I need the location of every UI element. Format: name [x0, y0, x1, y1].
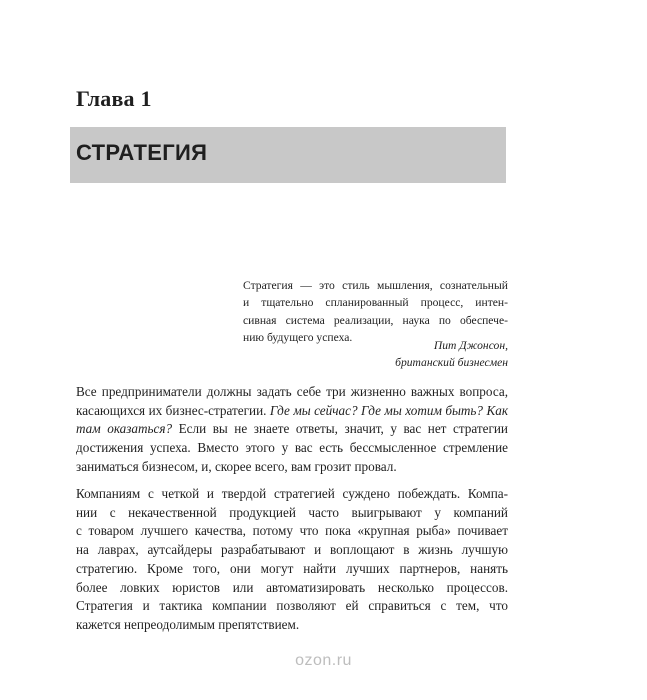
paragraph-line: [76, 420, 508, 439]
paragraph-text: касающихся их бизнес-стратегии.: [76, 402, 270, 418]
paragraph-line: Компаниям с четкой и твердой стратегией суждено побеждать. Компа-: [76, 486, 508, 501]
epigraph-author: Пит Джонсон,: [433, 339, 508, 352]
chapter-title: СТРАТЕГИЯ: [76, 140, 208, 165]
epigraph-line: Стратегия — это стиль мышления, сознательный: [243, 279, 508, 292]
epigraph-line: и тщательно спланированный процесс, интен-: [243, 296, 508, 310]
watermark: ozon.ru: [295, 652, 352, 669]
paragraph-line: заниматься бизнесом, и, скорее всего, вам грозит провал.: [76, 458, 397, 474]
paragraph-text: Если вы не знаете ответы, значит, у вас нет стратегии: [172, 421, 508, 437]
body-paragraph-1: [76, 383, 508, 477]
paragraph-line: достижения успеха. Вместо этого у вас есть бессмысленное стремление: [76, 440, 508, 456]
paragraph-line: нии с некачественной продукцией часто выигрывают у компаний: [76, 504, 508, 520]
paragraph-line: Стратегия и тактика компании позволяют ей справиться с тем, что: [76, 598, 508, 614]
paragraph-line: более ловких юристов или автоматизировать несколько процессов.: [76, 579, 508, 595]
paragraph-line: [76, 402, 508, 421]
paragraph-line: на лаврах, аутсайдеры разрабатывают и воплощают в жизнь лучшую: [76, 542, 508, 558]
paragraph-line: с товаром лучшего качества, потому что пока «крупная рыба» почивает: [76, 523, 508, 539]
epigraph-author-role: британский бизнесмен: [395, 356, 508, 370]
paragraph-line: стратегию. Кроме того, они могут найти лучших партнеров, нанять: [76, 560, 508, 576]
body-paragraph-2: [76, 485, 508, 635]
paragraph-line: кажется непреодолимым препятствием.: [76, 616, 300, 632]
paragraph-italic-questions: Где мы сейчас? Где мы хотим быть? Как: [269, 402, 508, 418]
epigraph-line: сивная система реализации, наука по обеспече-: [243, 313, 508, 327]
chapter-number: Глава 1: [76, 86, 152, 111]
epigraph-attribution: [395, 337, 508, 372]
paragraph-line: Все предприниматели должны задать себе три жизненно важных вопроса,: [76, 384, 508, 399]
epigraph-line: нию будущего успеха.: [243, 331, 353, 345]
paragraph-italic-question: там оказаться?: [76, 421, 173, 437]
